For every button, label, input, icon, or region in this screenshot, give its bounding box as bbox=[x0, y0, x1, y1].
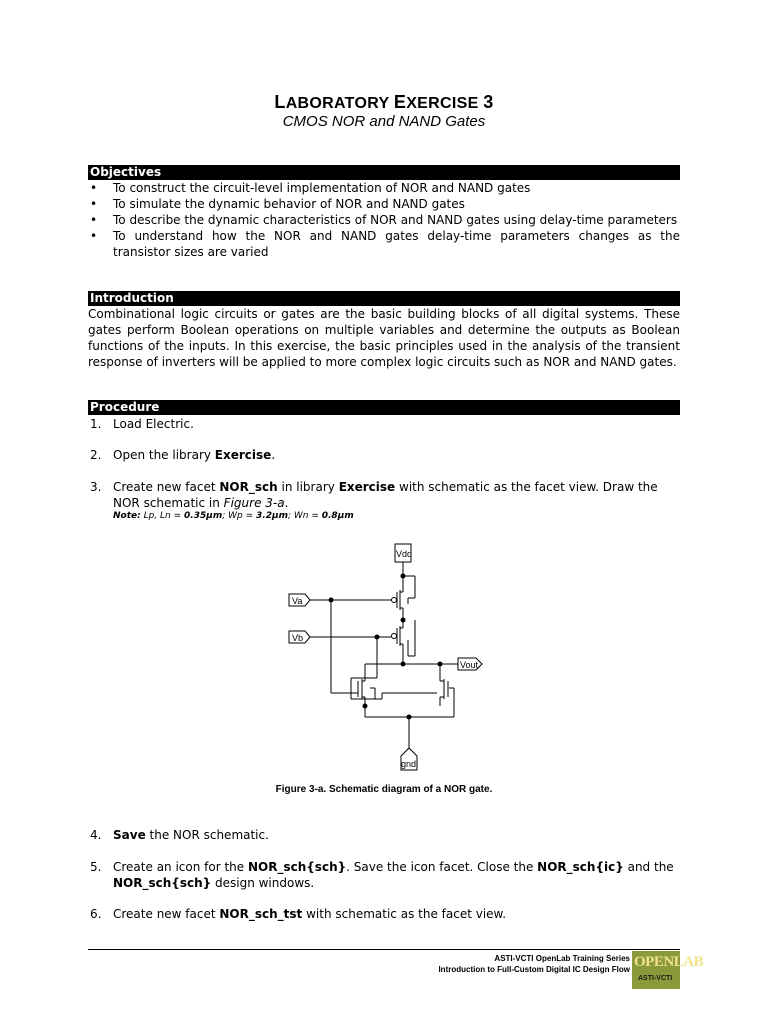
objectives-list bbox=[88, 180, 680, 260]
figure-caption: Figure 3-a. Schematic diagram of a NOR gate. bbox=[275, 784, 493, 795]
va-label: Va bbox=[292, 596, 303, 606]
procedure-heading: Procedure bbox=[88, 400, 680, 415]
objective-item: • To understand how the NOR and NAND gates delay-time parameters changes as the transistor sizes are varied bbox=[90, 229, 680, 259]
introduction-text: Combinational logic circuits or gates are the basic building blocks of all digital systems. These gates perform Boolean operations on multiple variables and determine the outputs as Boolean functions of the inputs. In this exercise, the basic principles used in the analysis of the transient response of inverters will be applied to more complex logic circuits such as NOR and NAND gates. bbox=[88, 307, 680, 369]
footer-text: ASTI-VCTI OpenLab Training Series Introduction to Full-Custom Digital IC Design Flow bbox=[438, 954, 630, 974]
vdd-label: Vdd bbox=[396, 549, 413, 559]
procedure-step-3: 3. Create new facet NOR_sch in library Exercise with schematic as the facet view. Draw the NOR schematic in Figure 3-a. bbox=[90, 480, 658, 510]
procedure-step-5: 5. Create an icon for the NOR_sch{sch}. Save the icon facet. Close the NOR_sch{ic} and the NOR_sch{sch} design windows. bbox=[90, 860, 674, 890]
objectives-heading: Objectives bbox=[88, 165, 680, 180]
procedure-step-1: 1. Load Electric. bbox=[90, 417, 194, 431]
objective-item: • To simulate the dynamic behavior of NOR and NAND gates bbox=[90, 197, 465, 211]
gnd-label: gnd bbox=[401, 759, 417, 769]
openlab-logo: OPENLAB ASTI-VCTI bbox=[632, 951, 680, 989]
transistor-size-note: Note: Lp, Ln = 0.35μm; Wp = 3.2μm; Wn = 0.8μm bbox=[113, 511, 354, 521]
procedure-step-6: 6. Create new facet NOR_sch_tst with schematic as the facet view. bbox=[90, 907, 507, 921]
page-title: LABORATORY EXERCISE 3 bbox=[274, 92, 494, 112]
page-subtitle: CMOS NOR and NAND Gates bbox=[282, 113, 486, 130]
footer-divider bbox=[88, 949, 680, 950]
introduction-heading: Introduction bbox=[88, 291, 680, 306]
nor-gate-schematic bbox=[88, 536, 680, 776]
objective-item: • To construct the circuit-level implementation of NOR and NAND gates bbox=[90, 181, 531, 195]
procedure-step-4: 4. Save the NOR schematic. bbox=[90, 828, 269, 842]
objective-item: • To describe the dynamic characteristics of NOR and NAND gates using delay-time parameters bbox=[90, 213, 678, 227]
procedure-step-2: 2. Open the library Exercise. bbox=[90, 448, 276, 462]
vb-label: Vb bbox=[292, 633, 304, 643]
vout-label: Vout bbox=[460, 660, 479, 670]
